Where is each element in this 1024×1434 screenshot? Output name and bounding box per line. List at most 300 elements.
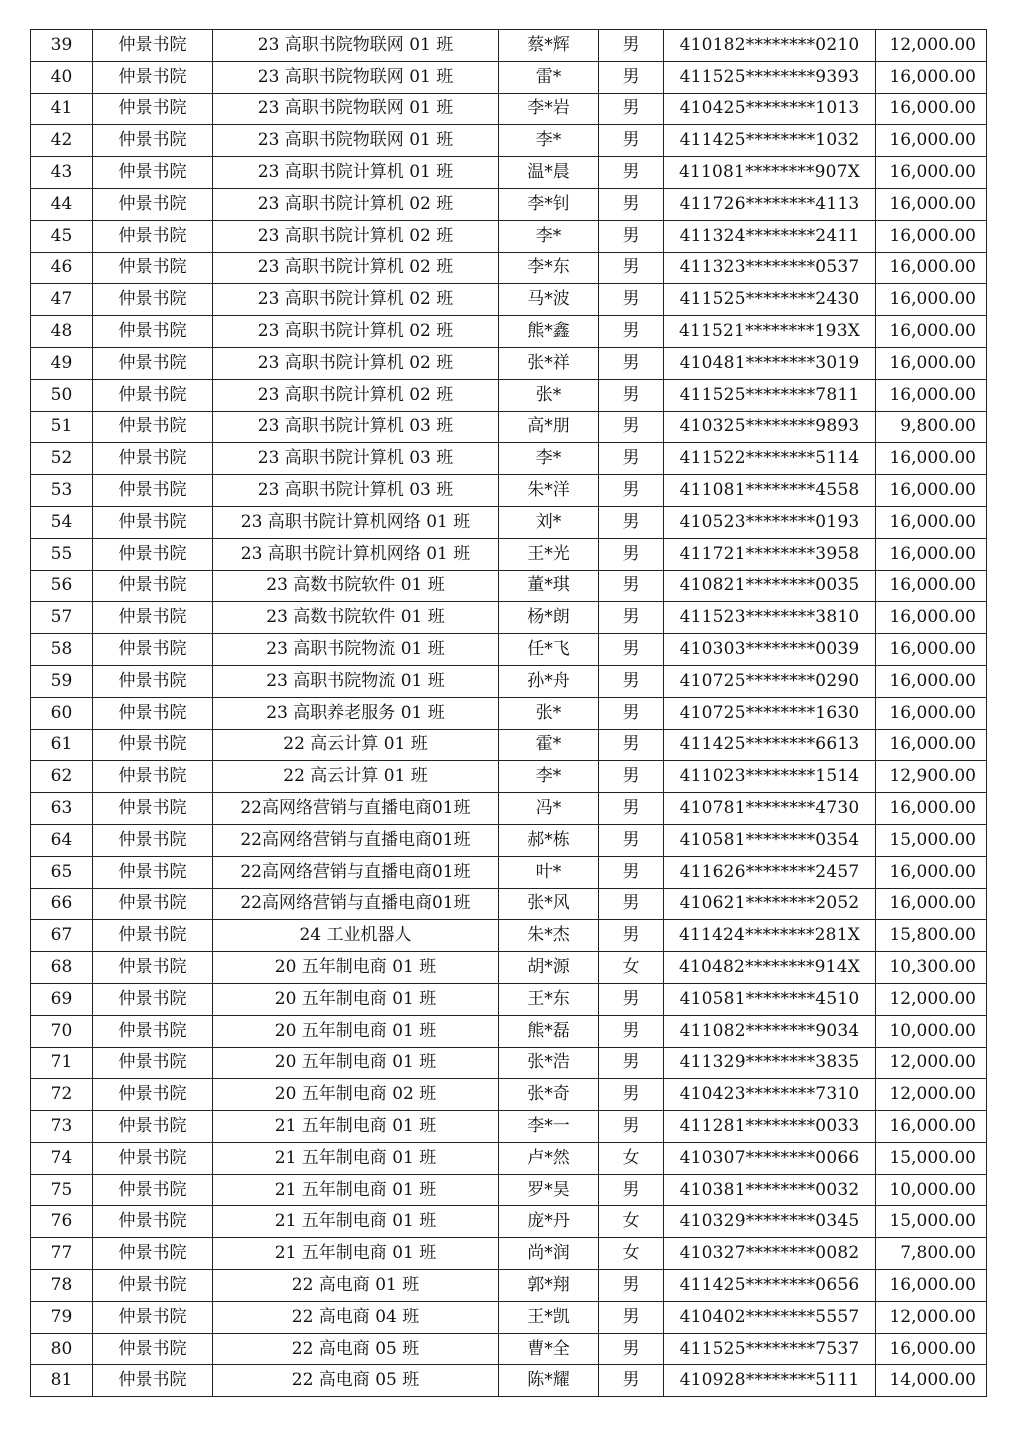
class-cell: 23 高职书院物联网 01 班 — [213, 125, 499, 157]
class-cell: 23 高职书院计算机 03 班 — [213, 411, 499, 443]
student-name-cell: 李* — [499, 220, 599, 252]
table-row — [31, 1142, 987, 1174]
amount-cell: 12,000.00 — [876, 983, 987, 1015]
class-cell: 20 五年制电商 02 班 — [213, 1079, 499, 1111]
student-name-cell: 尚*润 — [499, 1238, 599, 1270]
table-row — [31, 793, 987, 825]
student-name-cell: 李*东 — [499, 252, 599, 284]
student-name-cell: 雷* — [499, 61, 599, 93]
id-number-cell: 410928********5111 — [664, 1365, 876, 1397]
gender-cell: 男 — [599, 1270, 664, 1302]
table-row — [31, 252, 987, 284]
id-number-cell: 410381********0032 — [664, 1174, 876, 1206]
student-name-cell: 陈*耀 — [499, 1365, 599, 1397]
college-cell: 仲景书院 — [93, 761, 213, 793]
class-cell: 23 高职书院物流 01 班 — [213, 634, 499, 666]
row-number-cell: 65 — [31, 856, 93, 888]
row-number-cell: 79 — [31, 1301, 93, 1333]
class-cell: 20 五年制电商 01 班 — [213, 1047, 499, 1079]
table-row — [31, 824, 987, 856]
student-name-cell: 王*凯 — [499, 1301, 599, 1333]
amount-cell: 15,000.00 — [876, 824, 987, 856]
id-number-cell: 410781********4730 — [664, 793, 876, 825]
amount-cell: 16,000.00 — [876, 1270, 987, 1302]
gender-cell: 男 — [599, 125, 664, 157]
student-name-cell: 李*一 — [499, 1111, 599, 1143]
student-name-cell: 李* — [499, 443, 599, 475]
amount-cell: 10,300.00 — [876, 952, 987, 984]
amount-cell: 12,000.00 — [876, 1079, 987, 1111]
class-cell: 20 五年制电商 01 班 — [213, 983, 499, 1015]
id-number-cell: 411281********0033 — [664, 1111, 876, 1143]
class-cell: 21 五年制电商 01 班 — [213, 1206, 499, 1238]
college-cell: 仲景书院 — [93, 1238, 213, 1270]
class-cell: 22 高电商 01 班 — [213, 1270, 499, 1302]
amount-cell: 16,000.00 — [876, 125, 987, 157]
id-number-cell: 410581********4510 — [664, 983, 876, 1015]
college-cell: 仲景书院 — [93, 888, 213, 920]
row-number-cell: 47 — [31, 284, 93, 316]
row-number-cell: 50 — [31, 379, 93, 411]
student-name-cell: 郭*翔 — [499, 1270, 599, 1302]
row-number-cell: 46 — [31, 252, 93, 284]
table-row — [31, 665, 987, 697]
class-cell: 21 五年制电商 01 班 — [213, 1174, 499, 1206]
college-cell: 仲景书院 — [93, 125, 213, 157]
id-number-cell: 411329********3835 — [664, 1047, 876, 1079]
gender-cell: 男 — [599, 665, 664, 697]
row-number-cell: 78 — [31, 1270, 93, 1302]
gender-cell: 男 — [599, 920, 664, 952]
amount-cell: 16,000.00 — [876, 538, 987, 570]
gender-cell: 男 — [599, 411, 664, 443]
amount-cell: 16,000.00 — [876, 729, 987, 761]
college-cell: 仲景书院 — [93, 93, 213, 125]
id-number-cell: 410329********0345 — [664, 1206, 876, 1238]
amount-cell: 16,000.00 — [876, 443, 987, 475]
class-cell: 23 高职书院计算机 02 班 — [213, 284, 499, 316]
gender-cell: 男 — [599, 983, 664, 1015]
amount-cell: 10,000.00 — [876, 1174, 987, 1206]
row-number-cell: 61 — [31, 729, 93, 761]
row-number-cell: 49 — [31, 347, 93, 379]
amount-cell: 16,000.00 — [876, 665, 987, 697]
id-number-cell: 411525********2430 — [664, 284, 876, 316]
gender-cell: 男 — [599, 220, 664, 252]
college-cell: 仲景书院 — [93, 411, 213, 443]
amount-cell: 7,800.00 — [876, 1238, 987, 1270]
amount-cell: 16,000.00 — [876, 188, 987, 220]
row-number-cell: 53 — [31, 475, 93, 507]
class-cell: 23 高职养老服务 01 班 — [213, 697, 499, 729]
gender-cell: 女 — [599, 1206, 664, 1238]
table-row — [31, 1047, 987, 1079]
amount-cell: 16,000.00 — [876, 475, 987, 507]
gender-cell: 男 — [599, 188, 664, 220]
gender-cell: 男 — [599, 379, 664, 411]
row-number-cell: 72 — [31, 1079, 93, 1111]
id-number-cell: 410821********0035 — [664, 570, 876, 602]
row-number-cell: 75 — [31, 1174, 93, 1206]
amount-cell: 12,000.00 — [876, 1047, 987, 1079]
student-name-cell: 胡*源 — [499, 952, 599, 984]
table-row — [31, 634, 987, 666]
amount-cell: 16,000.00 — [876, 347, 987, 379]
college-cell: 仲景书院 — [93, 443, 213, 475]
table-row — [31, 379, 987, 411]
row-number-cell: 80 — [31, 1333, 93, 1365]
gender-cell: 男 — [599, 1079, 664, 1111]
class-cell: 21 五年制电商 01 班 — [213, 1111, 499, 1143]
id-number-cell: 411424********281X — [664, 920, 876, 952]
table-row — [31, 1206, 987, 1238]
id-number-cell: 411521********193X — [664, 316, 876, 348]
id-number-cell: 410307********0066 — [664, 1142, 876, 1174]
amount-cell: 12,000.00 — [876, 1301, 987, 1333]
gender-cell: 男 — [599, 316, 664, 348]
class-cell: 22 高电商 05 班 — [213, 1333, 499, 1365]
row-number-cell: 81 — [31, 1365, 93, 1397]
id-number-cell: 410523********0193 — [664, 506, 876, 538]
id-number-cell: 411425********6613 — [664, 729, 876, 761]
gender-cell: 男 — [599, 284, 664, 316]
table-row — [31, 538, 987, 570]
row-number-cell: 58 — [31, 634, 93, 666]
gender-cell: 女 — [599, 1238, 664, 1270]
college-cell: 仲景书院 — [93, 1047, 213, 1079]
class-cell: 21 五年制电商 01 班 — [213, 1238, 499, 1270]
student-name-cell: 张*风 — [499, 888, 599, 920]
gender-cell: 男 — [599, 61, 664, 93]
class-cell: 23 高职书院计算机 02 班 — [213, 316, 499, 348]
table-row — [31, 888, 987, 920]
student-name-cell: 张*祥 — [499, 347, 599, 379]
row-number-cell: 54 — [31, 506, 93, 538]
class-cell: 23 高职书院物联网 01 班 — [213, 30, 499, 62]
table-row — [31, 952, 987, 984]
table-row — [31, 93, 987, 125]
amount-cell: 9,800.00 — [876, 411, 987, 443]
gender-cell: 女 — [599, 1142, 664, 1174]
college-cell: 仲景书院 — [93, 61, 213, 93]
class-cell: 23 高职书院物流 01 班 — [213, 665, 499, 697]
class-cell: 23 高职书院计算机 02 班 — [213, 347, 499, 379]
student-name-cell: 张* — [499, 697, 599, 729]
table-row — [31, 347, 987, 379]
class-cell: 23 高职书院计算机 03 班 — [213, 443, 499, 475]
amount-cell: 14,000.00 — [876, 1365, 987, 1397]
student-name-cell: 卢*然 — [499, 1142, 599, 1174]
class-cell: 24 工业机器人 — [213, 920, 499, 952]
table-row — [31, 1015, 987, 1047]
class-cell: 22 高云计算 01 班 — [213, 729, 499, 761]
table-row — [31, 1111, 987, 1143]
class-cell: 22高网络营销与直播电商01班 — [213, 824, 499, 856]
row-number-cell: 48 — [31, 316, 93, 348]
college-cell: 仲景书院 — [93, 952, 213, 984]
college-cell: 仲景书院 — [93, 602, 213, 634]
row-number-cell: 55 — [31, 538, 93, 570]
college-cell: 仲景书院 — [93, 30, 213, 62]
gender-cell: 男 — [599, 888, 664, 920]
table-row — [31, 284, 987, 316]
class-cell: 23 高职书院计算机 02 班 — [213, 220, 499, 252]
row-number-cell: 57 — [31, 602, 93, 634]
college-cell: 仲景书院 — [93, 379, 213, 411]
student-name-cell: 杨*朗 — [499, 602, 599, 634]
row-number-cell: 43 — [31, 157, 93, 189]
gender-cell: 男 — [599, 93, 664, 125]
student-name-cell: 李* — [499, 125, 599, 157]
student-table-body — [31, 30, 987, 1397]
college-cell: 仲景书院 — [93, 697, 213, 729]
college-cell: 仲景书院 — [93, 538, 213, 570]
amount-cell: 16,000.00 — [876, 888, 987, 920]
college-cell: 仲景书院 — [93, 188, 213, 220]
gender-cell: 男 — [599, 506, 664, 538]
id-number-cell: 411626********2457 — [664, 856, 876, 888]
college-cell: 仲景书院 — [93, 1365, 213, 1397]
student-name-cell: 熊*鑫 — [499, 316, 599, 348]
college-cell: 仲景书院 — [93, 347, 213, 379]
class-cell: 23 高职书院物联网 01 班 — [213, 93, 499, 125]
gender-cell: 男 — [599, 252, 664, 284]
table-row — [31, 1333, 987, 1365]
row-number-cell: 56 — [31, 570, 93, 602]
row-number-cell: 71 — [31, 1047, 93, 1079]
id-number-cell: 410423********7310 — [664, 1079, 876, 1111]
row-number-cell: 60 — [31, 697, 93, 729]
id-number-cell: 410481********3019 — [664, 347, 876, 379]
id-number-cell: 410402********5557 — [664, 1301, 876, 1333]
id-number-cell: 410325********9893 — [664, 411, 876, 443]
college-cell: 仲景书院 — [93, 665, 213, 697]
college-cell: 仲景书院 — [93, 1015, 213, 1047]
table-row — [31, 1301, 987, 1333]
gender-cell: 男 — [599, 1301, 664, 1333]
amount-cell: 10,000.00 — [876, 1015, 987, 1047]
row-number-cell: 40 — [31, 61, 93, 93]
row-number-cell: 73 — [31, 1111, 93, 1143]
id-number-cell: 410425********1013 — [664, 93, 876, 125]
id-number-cell: 411082********9034 — [664, 1015, 876, 1047]
student-name-cell: 罗*昊 — [499, 1174, 599, 1206]
college-cell: 仲景书院 — [93, 220, 213, 252]
class-cell: 23 高职书院计算机 02 班 — [213, 188, 499, 220]
college-cell: 仲景书院 — [93, 729, 213, 761]
student-name-cell: 叶* — [499, 856, 599, 888]
gender-cell: 男 — [599, 443, 664, 475]
student-name-cell: 孙*舟 — [499, 665, 599, 697]
student-name-cell: 董*琪 — [499, 570, 599, 602]
id-number-cell: 411323********0537 — [664, 252, 876, 284]
gender-cell: 男 — [599, 1047, 664, 1079]
amount-cell: 16,000.00 — [876, 570, 987, 602]
college-cell: 仲景书院 — [93, 252, 213, 284]
table-row — [31, 856, 987, 888]
student-name-cell: 张*奇 — [499, 1079, 599, 1111]
student-name-cell: 李*钊 — [499, 188, 599, 220]
gender-cell: 男 — [599, 538, 664, 570]
id-number-cell: 411023********1514 — [664, 761, 876, 793]
id-number-cell: 411525********7537 — [664, 1333, 876, 1365]
college-cell: 仲景书院 — [93, 316, 213, 348]
college-cell: 仲景书院 — [93, 157, 213, 189]
class-cell: 20 五年制电商 01 班 — [213, 952, 499, 984]
id-number-cell: 411522********5114 — [664, 443, 876, 475]
amount-cell: 16,000.00 — [876, 506, 987, 538]
college-cell: 仲景书院 — [93, 475, 213, 507]
college-cell: 仲景书院 — [93, 1333, 213, 1365]
id-number-cell: 410182********0210 — [664, 30, 876, 62]
gender-cell: 男 — [599, 602, 664, 634]
amount-cell: 16,000.00 — [876, 252, 987, 284]
row-number-cell: 51 — [31, 411, 93, 443]
student-name-cell: 李*岩 — [499, 93, 599, 125]
class-cell: 22高网络营销与直播电商01班 — [213, 856, 499, 888]
row-number-cell: 66 — [31, 888, 93, 920]
college-cell: 仲景书院 — [93, 1079, 213, 1111]
row-number-cell: 69 — [31, 983, 93, 1015]
amount-cell: 16,000.00 — [876, 316, 987, 348]
amount-cell: 16,000.00 — [876, 602, 987, 634]
amount-cell: 16,000.00 — [876, 379, 987, 411]
table-row — [31, 1270, 987, 1302]
class-cell: 23 高职书院计算机 01 班 — [213, 157, 499, 189]
college-cell: 仲景书院 — [93, 570, 213, 602]
student-name-cell: 曹*全 — [499, 1333, 599, 1365]
table-row — [31, 475, 987, 507]
row-number-cell: 45 — [31, 220, 93, 252]
gender-cell: 男 — [599, 347, 664, 379]
student-table — [30, 29, 987, 1397]
class-cell: 20 五年制电商 01 班 — [213, 1015, 499, 1047]
student-name-cell: 李* — [499, 761, 599, 793]
table-row — [31, 1365, 987, 1397]
id-number-cell: 410482********914X — [664, 952, 876, 984]
student-name-cell: 蔡*辉 — [499, 30, 599, 62]
student-name-cell: 朱*杰 — [499, 920, 599, 952]
student-name-cell: 冯* — [499, 793, 599, 825]
id-number-cell: 411525********9393 — [664, 61, 876, 93]
gender-cell: 男 — [599, 30, 664, 62]
college-cell: 仲景书院 — [93, 1206, 213, 1238]
college-cell: 仲景书院 — [93, 634, 213, 666]
college-cell: 仲景书院 — [93, 920, 213, 952]
class-cell: 22高网络营销与直播电商01班 — [213, 888, 499, 920]
amount-cell: 15,000.00 — [876, 1142, 987, 1174]
amount-cell: 16,000.00 — [876, 61, 987, 93]
student-name-cell: 熊*磊 — [499, 1015, 599, 1047]
class-cell: 22 高电商 04 班 — [213, 1301, 499, 1333]
table-row — [31, 157, 987, 189]
amount-cell: 16,000.00 — [876, 1333, 987, 1365]
college-cell: 仲景书院 — [93, 1270, 213, 1302]
row-number-cell: 52 — [31, 443, 93, 475]
table-row — [31, 188, 987, 220]
amount-cell: 15,000.00 — [876, 1206, 987, 1238]
table-row — [31, 729, 987, 761]
college-cell: 仲景书院 — [93, 856, 213, 888]
id-number-cell: 411726********4113 — [664, 188, 876, 220]
gender-cell: 男 — [599, 634, 664, 666]
table-row — [31, 61, 987, 93]
student-name-cell: 张* — [499, 379, 599, 411]
class-cell: 23 高职书院计算机 02 班 — [213, 379, 499, 411]
student-name-cell: 刘* — [499, 506, 599, 538]
college-cell: 仲景书院 — [93, 1301, 213, 1333]
table-row — [31, 220, 987, 252]
id-number-cell: 411081********4558 — [664, 475, 876, 507]
id-number-cell: 411324********2411 — [664, 220, 876, 252]
college-cell: 仲景书院 — [93, 1111, 213, 1143]
row-number-cell: 77 — [31, 1238, 93, 1270]
gender-cell: 男 — [599, 1333, 664, 1365]
row-number-cell: 42 — [31, 125, 93, 157]
id-number-cell: 410725********1630 — [664, 697, 876, 729]
id-number-cell: 411523********3810 — [664, 602, 876, 634]
gender-cell: 男 — [599, 157, 664, 189]
gender-cell: 男 — [599, 475, 664, 507]
table-row — [31, 983, 987, 1015]
id-number-cell: 411425********1032 — [664, 125, 876, 157]
college-cell: 仲景书院 — [93, 983, 213, 1015]
amount-cell: 16,000.00 — [876, 1111, 987, 1143]
gender-cell: 男 — [599, 761, 664, 793]
class-cell: 23 高职书院计算机网络 01 班 — [213, 506, 499, 538]
table-row — [31, 920, 987, 952]
table-row — [31, 570, 987, 602]
amount-cell: 16,000.00 — [876, 284, 987, 316]
class-cell: 23 高职书院计算机 03 班 — [213, 475, 499, 507]
amount-cell: 16,000.00 — [876, 856, 987, 888]
gender-cell: 男 — [599, 1111, 664, 1143]
id-number-cell: 411721********3958 — [664, 538, 876, 570]
amount-cell: 16,000.00 — [876, 157, 987, 189]
class-cell: 23 高数书院软件 01 班 — [213, 570, 499, 602]
amount-cell: 15,800.00 — [876, 920, 987, 952]
table-row — [31, 1079, 987, 1111]
gender-cell: 男 — [599, 1174, 664, 1206]
student-name-cell: 高*朋 — [499, 411, 599, 443]
college-cell: 仲景书院 — [93, 506, 213, 538]
gender-cell: 男 — [599, 793, 664, 825]
row-number-cell: 64 — [31, 824, 93, 856]
row-number-cell: 63 — [31, 793, 93, 825]
college-cell: 仲景书院 — [93, 1142, 213, 1174]
class-cell: 23 高职书院计算机网络 01 班 — [213, 538, 499, 570]
amount-cell: 12,900.00 — [876, 761, 987, 793]
gender-cell: 男 — [599, 729, 664, 761]
table-row — [31, 506, 987, 538]
gender-cell: 男 — [599, 856, 664, 888]
id-number-cell: 410327********0082 — [664, 1238, 876, 1270]
row-number-cell: 62 — [31, 761, 93, 793]
row-number-cell: 39 — [31, 30, 93, 62]
id-number-cell: 411081********907X — [664, 157, 876, 189]
amount-cell: 16,000.00 — [876, 697, 987, 729]
id-number-cell: 411525********7811 — [664, 379, 876, 411]
id-number-cell: 410303********0039 — [664, 634, 876, 666]
student-name-cell: 王*光 — [499, 538, 599, 570]
gender-cell: 男 — [599, 1015, 664, 1047]
class-cell: 23 高职书院计算机 02 班 — [213, 252, 499, 284]
student-name-cell: 郝*栋 — [499, 824, 599, 856]
row-number-cell: 68 — [31, 952, 93, 984]
table-row — [31, 316, 987, 348]
row-number-cell: 44 — [31, 188, 93, 220]
gender-cell: 男 — [599, 824, 664, 856]
